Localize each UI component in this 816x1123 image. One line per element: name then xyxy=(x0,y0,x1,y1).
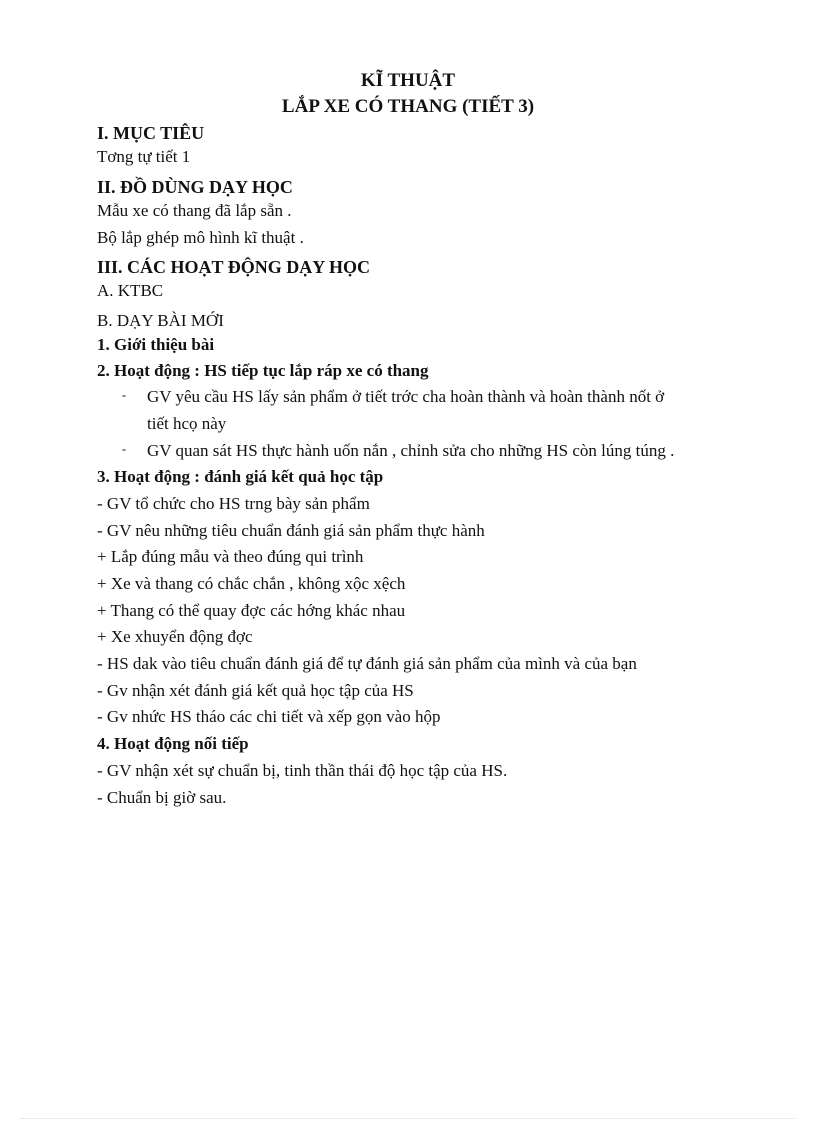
section-1-heading: I. MỤC TIÊU xyxy=(97,123,205,143)
activity-1-heading: 1. Giới thiệu bài xyxy=(97,335,215,354)
document-title: KĨ THUẬT xyxy=(360,70,456,91)
activity-2-heading: 2. Hoạt động : HS tiếp tục lắp ráp xe có thang xyxy=(97,361,429,380)
section-2-line-2: Bộ lắp ghép mô hình kĩ thuật . xyxy=(97,228,304,247)
activity-4-line-1: - GV nhận xét sự chuẩn bị, tinh thần thái độ học tập của HS. xyxy=(97,761,508,780)
activity-3-line-7: - HS dak vào tiêu chuẩn đánh giá để tự đánh giá sản phẩm của mình và của bạn xyxy=(97,654,637,673)
section-3-a: A. KTBC xyxy=(97,281,164,300)
section-3-b: B. DẠY BÀI MỚI xyxy=(97,311,224,330)
activity-3-heading: 3. Hoạt động : đánh giá kết quả học tập xyxy=(97,467,384,486)
bullet-dash-icon: - xyxy=(122,442,126,456)
activity-3-line-1: - GV tổ chức cho HS trng bày sản phẩm xyxy=(97,494,370,513)
bullet-dash-icon: - xyxy=(122,388,126,402)
activity-4-line-2: - Chuẩn bị giờ sau. xyxy=(97,788,227,807)
section-2-heading: II. ĐỒ DÙNG DẠY HỌC xyxy=(97,177,293,197)
activity-2-bullet-2: GV quan sát HS thực hành uốn nắn , chỉnh sửa cho những HS còn lúng túng . xyxy=(147,441,675,460)
section-2-line-1: Mẫu xe có thang đã lắp sẵn . xyxy=(97,201,292,220)
activity-4-heading: 4. Hoạt động nối tiếp xyxy=(97,734,249,753)
activity-3-line-4: + Xe và thang có chắc chắn , không xộc xệch xyxy=(97,574,406,593)
section-3-heading: III. CÁC HOẠT ĐỘNG DẠY HỌC xyxy=(97,257,371,277)
activity-3-line-8: - Gv nhận xét đánh giá kết quả học tập của HS xyxy=(97,681,414,700)
activity-2-bullet-1-line-2: tiết hcọ này xyxy=(147,414,227,433)
page-bottom-divider xyxy=(20,1118,796,1119)
activity-3-line-9: - Gv nhức HS tháo các chi tiết và xếp gọn vào hộp xyxy=(97,707,441,726)
document-subtitle: LẮP XE CÓ THANG (TIẾT 3) xyxy=(281,96,535,117)
section-1-text: Tơng tự tiết 1 xyxy=(97,147,191,166)
activity-3-line-5: + Thang có thể quay đợc các hớng khác nhau xyxy=(97,601,406,620)
activity-3-line-3: + Lắp đúng mẫu và theo đúng qui trình xyxy=(97,547,364,566)
activity-3-line-6: + Xe xhuyển động đợc xyxy=(97,627,253,646)
activity-3-line-2: - GV nêu những tiêu chuẩn đánh giá sản phẩm thực hành xyxy=(97,521,485,540)
activity-2-bullet-1-line-1: GV yêu cầu HS lấy sản phẩm ở tiết trớc cha hoàn thành và hoàn thành nốt ở xyxy=(147,387,665,406)
